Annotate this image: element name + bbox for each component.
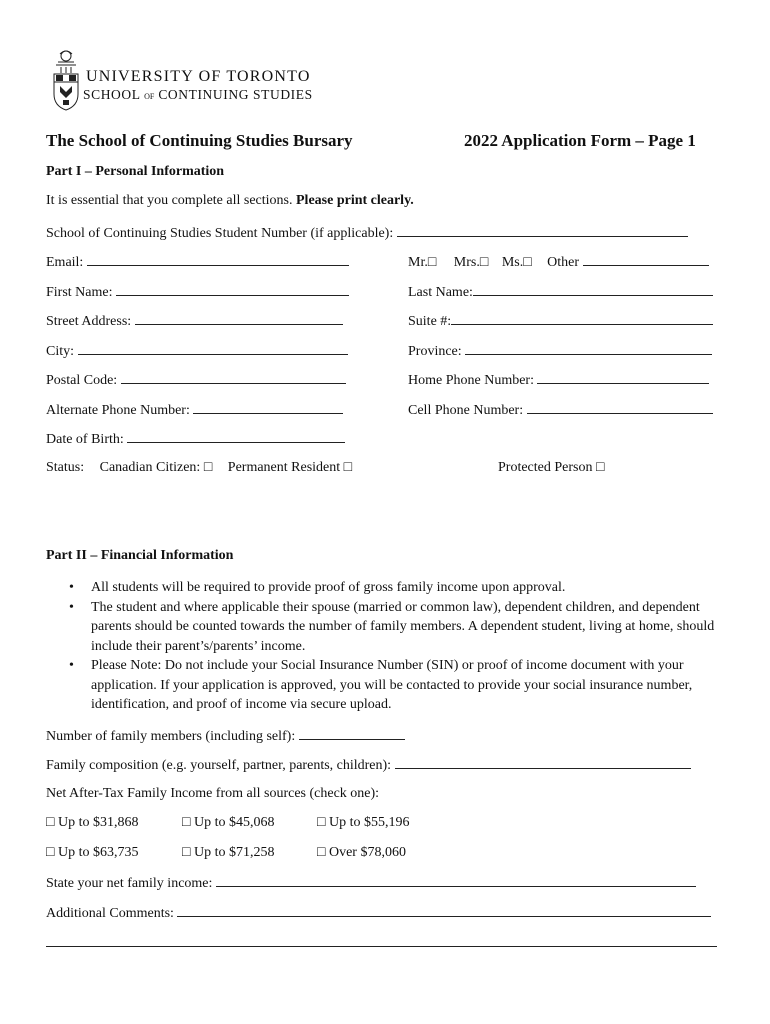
net-income-line[interactable] <box>216 874 696 887</box>
income-label: Net After-Tax Family Income from all sources (check one): <box>46 786 380 801</box>
cell-phone-field[interactable]: Cell Phone Number: <box>408 401 713 419</box>
mr-checkbox[interactable]: Mr.□ <box>408 255 437 270</box>
home-phone-field[interactable]: Home Phone Number: <box>408 371 709 389</box>
other-label: Other <box>547 255 580 270</box>
last-name-field[interactable]: Last Name: <box>408 283 713 301</box>
protected-person-checkbox[interactable]: Protected Person □ <box>498 460 605 475</box>
family-members-line[interactable] <box>299 727 405 740</box>
first-name-field[interactable]: First Name: <box>46 283 349 301</box>
last-name-line[interactable] <box>473 283 713 296</box>
home-phone-line[interactable] <box>537 371 709 384</box>
ms-checkbox[interactable]: Ms.□ <box>501 255 532 270</box>
street-address-line[interactable] <box>135 312 343 325</box>
coat-of-arms-icon <box>50 48 82 114</box>
additional-comments-field[interactable]: Additional Comments: <box>46 904 711 922</box>
income-option-78060[interactable]: □ Over $78,060 <box>317 845 406 860</box>
net-income-field[interactable]: State your net family income: <box>46 874 696 892</box>
city-line[interactable] <box>78 342 348 355</box>
student-number-line[interactable] <box>397 224 688 237</box>
income-option-55196[interactable]: □ Up to $55,196 <box>317 815 410 830</box>
additional-comments-line-2[interactable] <box>46 946 717 947</box>
part2-heading: Part II – Financial Information <box>46 548 234 563</box>
email-field[interactable]: Email: <box>46 253 349 271</box>
province-line[interactable] <box>465 342 712 355</box>
income-option-63735[interactable]: □ Up to $63,735 <box>46 845 139 860</box>
financial-info-list <box>46 578 723 715</box>
first-name-line[interactable] <box>116 283 349 296</box>
permanent-resident-checkbox[interactable]: Permanent Resident □ <box>227 460 353 475</box>
logo-university-name: UNIVERSITY OF TORONTO <box>86 68 311 85</box>
street-address-field[interactable]: Street Address: <box>46 312 343 330</box>
city-field[interactable]: City: <box>46 342 348 360</box>
suite-field[interactable]: Suite #: <box>408 312 713 330</box>
list-item: • Please Note: Do not include your Social Insurance Number (SIN) or proof of income document with your application. If your application is approved, you will be contacted to provide your social insurance number, identification, and proof of income via secure upload. <box>46 656 723 715</box>
date-of-birth-line[interactable] <box>127 430 345 443</box>
logo-school-name: SCHOOL OF CONTINUING STUDIES <box>83 87 313 102</box>
additional-comments-line[interactable] <box>177 904 711 917</box>
status-row: Status: Canadian Citizen: □ Permanent Resident □ <box>46 460 353 475</box>
student-number-field[interactable]: School of Continuing Studies Student Number (if applicable): <box>46 224 688 242</box>
date-of-birth-field[interactable]: Date of Birth: <box>46 430 345 448</box>
title-options <box>408 253 709 271</box>
form-page-title: 2022 Application Form – Page 1 <box>464 131 696 150</box>
income-option-31868[interactable]: □ Up to $31,868 <box>46 815 139 830</box>
canadian-citizen-checkbox[interactable]: Canadian Citizen: □ <box>99 460 213 475</box>
province-field[interactable]: Province: <box>408 342 712 360</box>
list-item: • All students will be required to provide proof of gross family income upon approval. <box>46 578 723 598</box>
part1-heading: Part I – Personal Information <box>46 164 225 179</box>
family-composition-line[interactable] <box>395 756 691 769</box>
email-line[interactable] <box>87 253 349 266</box>
income-option-45068[interactable]: □ Up to $45,068 <box>182 815 275 830</box>
family-members-field[interactable]: Number of family members (including self): <box>46 727 405 745</box>
university-logo <box>48 48 348 120</box>
other-line[interactable] <box>583 253 709 266</box>
list-item: • The student and where applicable their spouse (married or common law), dependent children, and dependent parents should be counted towards the number of family members. A dependent student, living at home, should include their parent’s/parents’ income. <box>46 598 723 657</box>
suite-line[interactable] <box>451 312 713 325</box>
family-composition-field[interactable]: Family composition (e.g. yourself, partner, parents, children): <box>46 756 691 774</box>
mrs-checkbox[interactable]: Mrs.□ <box>453 255 489 270</box>
part1-intro: It is essential that you complete all sections. Please print clearly. <box>46 193 414 208</box>
cell-phone-line[interactable] <box>527 401 713 414</box>
alternate-phone-field[interactable]: Alternate Phone Number: <box>46 401 343 419</box>
alternate-phone-line[interactable] <box>193 401 343 414</box>
postal-code-field[interactable]: Postal Code: <box>46 371 346 389</box>
postal-code-line[interactable] <box>121 371 346 384</box>
form-title: The School of Continuing Studies Bursary <box>46 131 353 150</box>
income-option-71258[interactable]: □ Up to $71,258 <box>182 845 275 860</box>
